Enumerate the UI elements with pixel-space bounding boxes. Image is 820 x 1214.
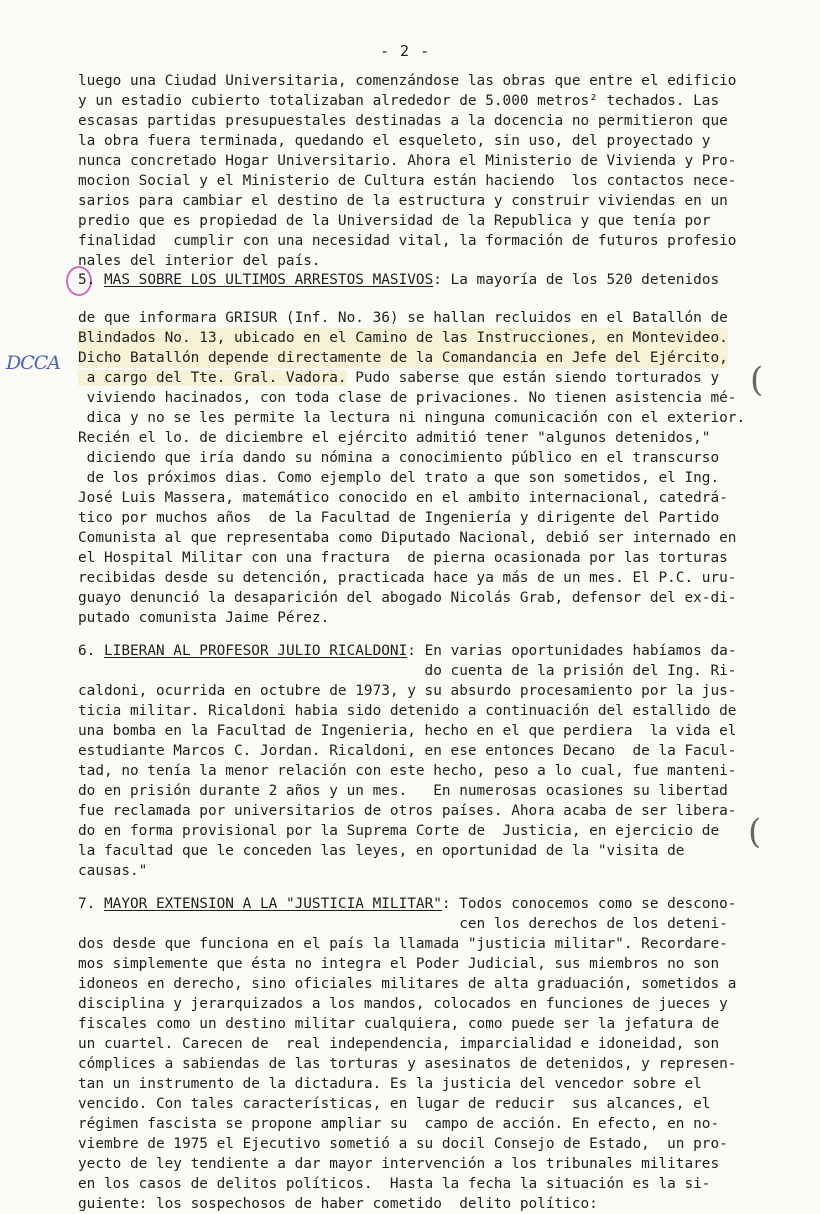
text-line: y un estadio cubierto totalizaban alrededor de 5.000 metros² techados. Las <box>78 93 720 109</box>
text-line: la obra fuera terminada, quedando el esqueleto, sin uso, del proyectado y <box>78 133 711 149</box>
text-line: en los casos de delitos políticos. Hasta la fecha la situación es la si- <box>78 1176 711 1192</box>
section-lead: : Todos conocemos como se descono- <box>441 896 737 912</box>
text-line: viembre de 1975 el Ejecutivo sometió a su docil Consejo de Estado, un pro- <box>78 1136 728 1152</box>
text-line: caldoni, ocurrida en octubre de 1973, y su absurdo procesamiento por la jus- <box>78 683 737 699</box>
text-line: finalidad cumplir con una necesidad vital, la formación de futuros profesio <box>78 233 737 249</box>
margin-handwritten-note: DCCA <box>6 352 61 374</box>
highlighted-phrase: a cargo del Tte. Gral. Vadora. <box>78 370 347 386</box>
section-heading: LIBERAN AL PROFESOR JULIO RICALDONI <box>104 643 408 659</box>
text-line: dica y no se les permite la lectura ni ninguna comunicación con el exterior. <box>78 410 746 426</box>
text-line: la facultad que le conceden las leyes, en oportunidad de la "visita de <box>78 843 685 859</box>
text-line: cómplices a sabiendas de las torturas y asesinatos de detenidos, y represen- <box>78 1056 737 1072</box>
section-number: 7. <box>78 896 104 912</box>
text-line: tad, no tenía la menor relación con este hecho, peso a lo cual, fue manteni- <box>78 763 737 779</box>
highlighted-text-line: Dicho Batallón depende directamente de la Comandancia en Jefe del Ejército, <box>78 350 728 366</box>
text-line: de los próximos dias. Como ejemplo del trato a que son sometidos, el Ing. <box>78 470 720 486</box>
section-heading: MAS SOBRE LOS ULTIMOS ARRESTOS MASIVOS <box>104 272 434 288</box>
text-line: mos simplemente que ésta no integra el Poder Judicial, sus miembros no son <box>78 956 720 972</box>
text-line: vencido. Con tales características, en lugar de reducir sus alcances, el <box>78 1096 711 1112</box>
text-line: cen los derechos de los deteni- <box>78 916 728 932</box>
text-line: nunca concretado Hogar Universitario. Ahora el Ministerio de Vivienda y Pro- <box>78 153 737 169</box>
highlighted-text-line: Blindados No. 13, ubicado en el Camino de las Instrucciones, en Montevideo. <box>78 330 728 346</box>
text-line: de que informara GRISUR (Inf. No. 36) se hallan recluidos en el Batallón de <box>78 310 728 326</box>
section-number: 6. <box>78 643 104 659</box>
text-line: Comunista al que representaba como Diputado Nacional, debió ser internado en <box>78 530 737 546</box>
text-line: diciendo que iría dando su nómina a conocimiento público en el transcurso <box>78 450 720 466</box>
margin-paren-mark: ( <box>750 360 764 400</box>
margin-paren-mark: ( <box>748 812 762 852</box>
text-line: do en prisión durante 2 años y un mes. En numerosas ocasiones su libertad <box>78 783 728 799</box>
section-heading: MAYOR EXTENSION A LA "JUSTICIA MILITAR" <box>104 896 442 912</box>
text-line: el Hospital Militar con una fractura de pierna ocasionada por las torturas <box>78 550 728 566</box>
text-line: régimen fascista se propone ampliar su campo de acción. En efecto, en no- <box>78 1116 720 1132</box>
text-line: fue reclamada por universitarios de otros países. Ahora acaba de ser libera- <box>78 803 737 819</box>
text-line: guayo denunció la desaparición del abogado Nicolás Grab, defensor del ex-di- <box>78 590 737 606</box>
section-5-heading-line <box>78 270 719 290</box>
text-line: causas." <box>78 863 148 879</box>
text-line: tico por muchos años de la Facultad de Ingeniería y dirigente del Partido <box>78 510 720 526</box>
text-phrase: Pudo saberse que están siendo torturados y <box>346 370 720 386</box>
text-line: viviendo hacinados, con toda clase de privaciones. No tienen asistencia mé- <box>78 390 737 406</box>
text-line: una bomba en la Facultad de Ingenieria, hecho en el que perdiera la vida el <box>78 723 737 739</box>
text-line: fiscales como un destino militar cualquiera, como puede ser la jefatura de <box>78 1016 720 1032</box>
text-line: recibidas desde su detención, practicada hace ya más de un mes. El P.C. uru- <box>78 570 737 586</box>
text-line: escasas partidas presupuestales destinadas a la docencia no permitieron que <box>78 113 728 129</box>
section-lead: : La mayoría de los 520 detenidos <box>433 272 720 288</box>
text-line: do cuenta de la prisión del Ing. Ri- <box>78 663 737 679</box>
text-line: Recién el lo. de diciembre el ejército admitió tener "algunos detenidos," <box>78 430 711 446</box>
text-line <box>78 368 719 388</box>
text-line: estudiante Marcos C. Jordan. Ricaldoni, en ese entonces Decano de la Facul- <box>78 743 737 759</box>
text-line: guiente: los sospechosos de haber cometido delito político: <box>78 1196 598 1212</box>
text-line: predio que es propiedad de la Universidad de la Republica y que tenía por <box>78 213 711 229</box>
text-line: yecto de ley tendiente a dar mayor intervención a los tribunales militares <box>78 1156 720 1172</box>
text-line: tan un instrumento de la dictadura. Es la justicia del vencedor sobre el <box>78 1076 702 1092</box>
text-line: ticia militar. Ricaldoni habia sido detenido a continuación del estallido de <box>78 703 737 719</box>
text-line: sarios para cambiar el destino de la estructura y construir viviendas en un <box>78 193 728 209</box>
page-number: - 2 - <box>380 42 431 60</box>
text-line: un cuartel. Carecen de real independencia, imparcialidad e idoneidad, son <box>78 1036 720 1052</box>
text-line: luego una Ciudad Universitaria, comenzándose las obras que entre el edificio <box>78 73 737 89</box>
section-7-heading-line <box>78 894 736 914</box>
text-line: mocion Social y el Ministerio de Cultura están haciendo los contactos nece- <box>78 173 737 189</box>
section-number: 5. <box>78 272 96 288</box>
text-line: do en forma provisional por la Suprema Corte de Justicia, en ejercicio de <box>78 823 720 839</box>
text-line: nales del interior del país. <box>78 253 321 269</box>
section-lead: : En varias oportunidades habíamos da- <box>407 643 737 659</box>
section-6-heading-line <box>78 641 736 661</box>
text-line: disciplina y jerarquizados a los mandos, colocados en funciones de jueces y <box>78 996 728 1012</box>
text-line: idoneos en derecho, sino oficiales militares de alta graduación, sometidos a <box>78 976 737 992</box>
text-line: dos desde que funciona en el país la llamada "justicia militar". Recordare- <box>78 936 728 952</box>
text-line: José Luis Massera, matemático conocido en el ambito internacional, catedrá- <box>78 490 728 506</box>
text-line: putado comunista Jaime Pérez. <box>78 610 330 626</box>
